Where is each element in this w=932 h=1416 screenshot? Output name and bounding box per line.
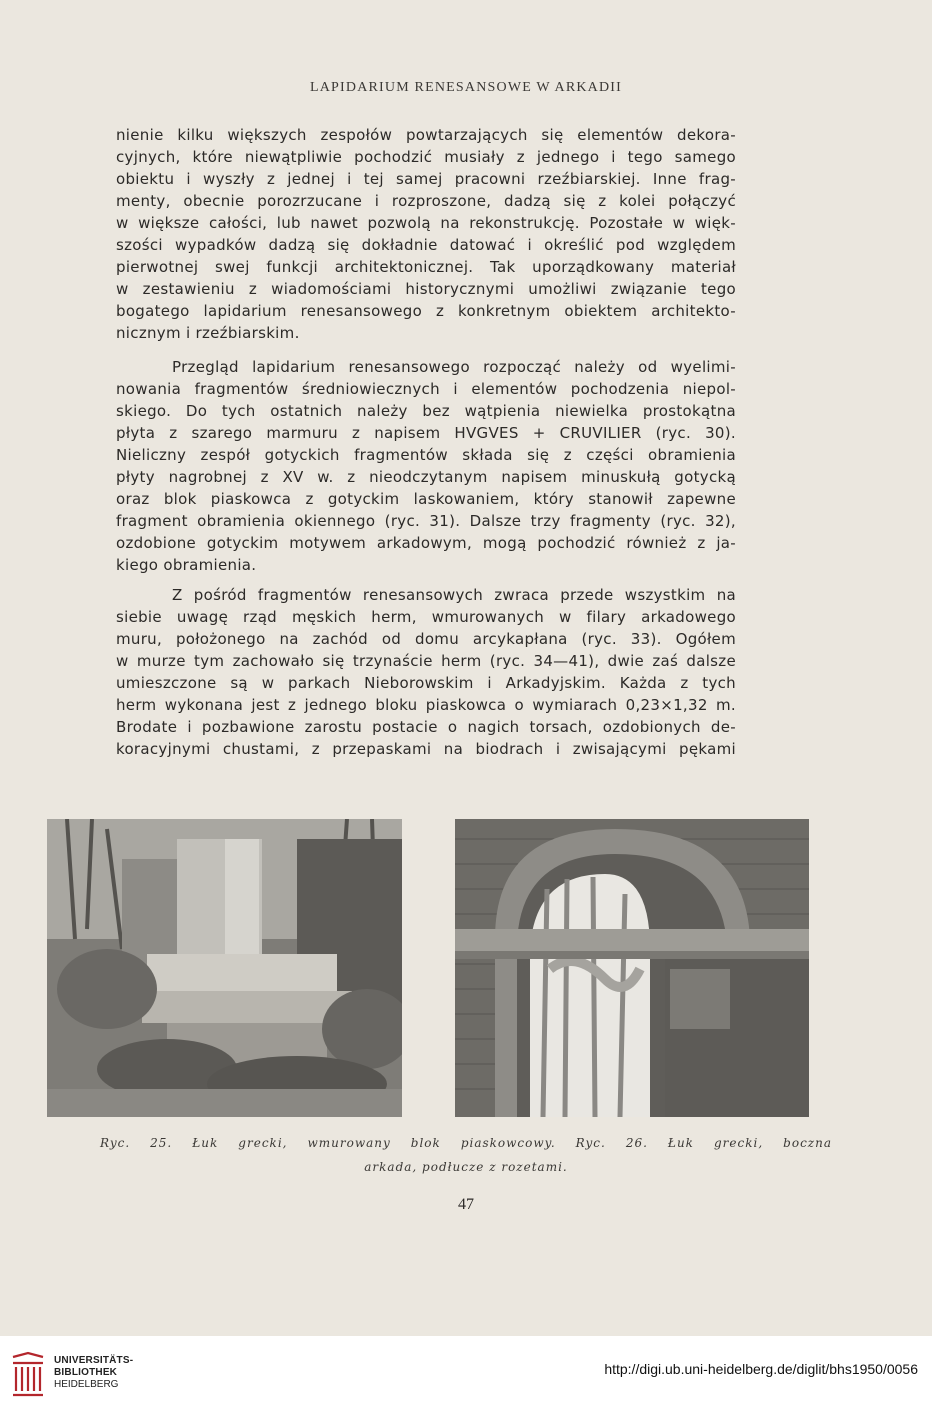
stone-block-photo — [47, 819, 402, 1117]
photo-ryc-25 — [47, 819, 402, 1117]
text-line: Przegląd lapidarium renesansowego rozpocząć należy od wyelimi- — [172, 358, 736, 376]
text-line: nowania fragmentów średniowiecznych i elementów pochodzenia niepol- — [116, 380, 736, 398]
text-line: płyta z szarego marmuru z napisem HVGVES + CRUVILIER (ryc. 30). — [116, 424, 736, 442]
text-line: szości wypadków dadzą się dokładnie datować i określić pod względem — [116, 236, 736, 254]
text-line: fragment obramienia okiennego (ryc. 31). Dalsze trzy fragmenty (ryc. 32), — [116, 512, 736, 530]
arch-photo — [455, 819, 809, 1117]
paragraph-2 — [116, 356, 736, 576]
running-head: LAPIDARIUM RENESANSOWE W ARKADII — [309, 80, 623, 95]
text-line: oraz blok piaskowca z gotyckim laskowaniem, który stanowił zapewne — [116, 490, 736, 508]
text-line: w murze tym zachowało się trzynaście herm (ryc. 34—41), dwie zaś dalsze — [116, 652, 736, 670]
page-number: 47 — [458, 1196, 474, 1213]
text-line: Brodate i pozbawione zarostu postacie o nagich torsach, ozdobionych de- — [116, 718, 736, 736]
library-logo-icon[interactable] — [10, 1351, 46, 1399]
text-line: nicznym i rzeźbiarskim. — [116, 324, 300, 342]
caption-line-2: arkada, podłucze z rozetami. — [364, 1160, 568, 1174]
paragraph-3 — [116, 584, 736, 760]
text-line: obiektu i wyszły z jednej i tej samej pracowni rzeźbiarskiej. Inne frag- — [116, 170, 736, 188]
library-name-line: HEIDELBERG — [54, 1379, 119, 1390]
text-line: Nieliczny zespół gotyckich fragmentów składa się z części obramienia — [116, 446, 736, 464]
permalink-url[interactable]: http://digi.ub.uni-heidelberg.de/diglit/bhs1950/0056 — [604, 1361, 918, 1377]
text-line: w większe całości, lub nawet pozwolą na rekonstrukcję. Pozostałe w więk- — [116, 214, 736, 232]
text-line: w zestawieniu z wiadomościami historycznymi umożliwi związanie tego — [116, 280, 736, 298]
footer-bar — [0, 1336, 932, 1416]
text-line: menty, obecnie porozrzucane i rozproszone, dadzą się z kolei połączyć — [116, 192, 736, 210]
paragraph-1 — [116, 124, 736, 344]
text-line: bogatego lapidarium renesansowego z konkretnym obiektem architekto- — [116, 302, 736, 320]
text-line: cyjnych, które niewątpliwie pochodzić musiały z jednego i tego samego — [116, 148, 736, 166]
text-line: muru, położonego na zachód od domu arcykapłana (ryc. 33). Ogółem — [116, 630, 736, 648]
text-line: nienie kilku większych zespołów powtarzających się elementów dekora- — [116, 126, 736, 144]
text-line: Z pośród fragmentów renesansowych zwraca przede wszystkim na — [172, 586, 736, 604]
caption-line-1: Ryc. 25. Łuk grecki, wmurowany blok piaskowcowy. Ryc. 26. Łuk grecki, boczna — [100, 1136, 832, 1150]
text-line: kiego obramienia. — [116, 556, 257, 574]
text-line: koracyjnymi chustami, z przepaskami na biodrach i zwisającymi pękami — [116, 740, 736, 758]
text-line: pierwotnej swej funkcji architektonicznej. Tak uporządkowany materiał — [116, 258, 736, 276]
text-line: ozdobione gotyckim motywem arkadowym, mogą pochodzić również z ja- — [116, 534, 736, 552]
text-line: płyty nagrobnej z XV w. z nieodczytanym napisem minuskułą gotycką — [116, 468, 736, 486]
library-name-line: BIBLIOTHEK — [54, 1367, 118, 1378]
library-name[interactable] — [54, 1355, 133, 1391]
text-line: siebie uwagę rząd męskich herm, wmurowanych w filary arkadowego — [116, 608, 736, 626]
photo-ryc-26 — [455, 819, 809, 1117]
text-line: skiego. Do tych ostatnich należy bez wątpienia niewielka prostokątna — [116, 402, 736, 420]
library-name-line: UNIVERSITÄTS- — [54, 1355, 134, 1366]
text-line: umieszczone są w parkach Nieborowskim i Arkadyjskim. Każda z tych — [116, 674, 736, 692]
text-line: herm wykonana jest z jednego bloku piaskowca o wymiarach 0,23×1,32 m. — [116, 696, 736, 714]
